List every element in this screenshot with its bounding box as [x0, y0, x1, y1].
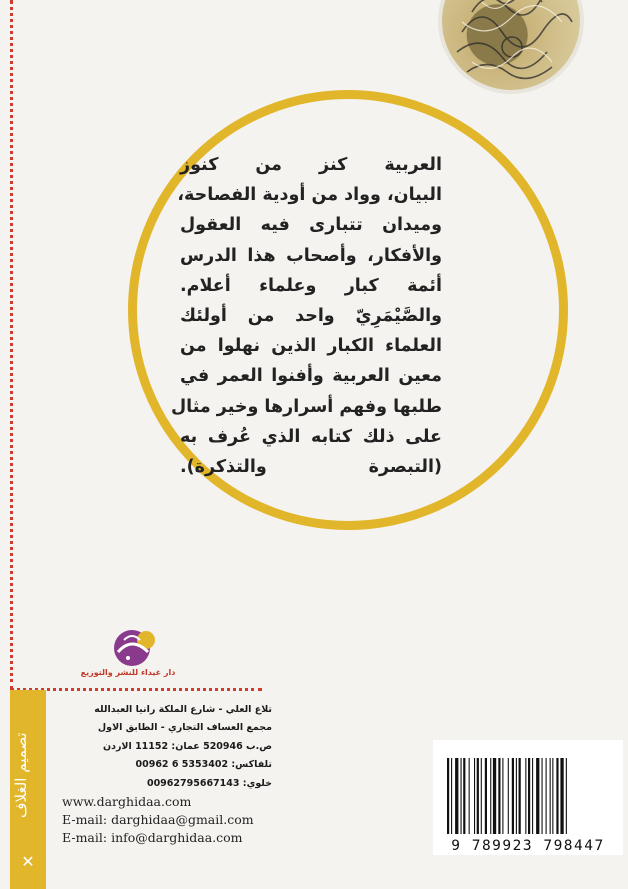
mobile: خلوي: 00962795667143: [146, 777, 272, 789]
blurb-line: وميدان تتبارى فيه العقول: [180, 215, 442, 236]
blurb-line: العربية كنز من كنوز: [180, 155, 442, 175]
publisher-name: دار غيداء للنشر والتوزيع: [80, 668, 176, 677]
blurb-line: (التبصرة والتذكرة).: [180, 457, 442, 478]
fax: تلفاكس: 5353402 6 00962: [135, 759, 272, 771]
blurb-line: على ذلك كتابه الذي عُرف به: [180, 426, 442, 447]
email-link[interactable]: E-mail: info@darghidaa.com: [62, 830, 243, 846]
blurb-line: طلبها وفهم أسرارها وخير مثال: [170, 396, 442, 417]
barcode-bars: [445, 758, 611, 834]
email-link[interactable]: E-mail: darghidaa@gmail.com: [62, 812, 254, 828]
dotted-border-horizontal: [10, 688, 262, 691]
blurb-line: العلماء الكبار الذين نهلوا من: [180, 336, 442, 357]
blurb-line: البيان، وواد من أودية الفصاحة،: [177, 185, 442, 206]
blurb-line: والأفكار، وأصحاب هذا الدرس: [180, 245, 442, 266]
po-box: ص.ب 520946 عمان: 11152 الاردن: [102, 740, 272, 752]
address-line: تلاع العلي - شارع الملكة رانيا العبدالله: [94, 704, 272, 715]
website-link[interactable]: www.darghidaa.com: [62, 794, 192, 810]
blurb-line: معين العربية وأفنوا العمر في: [180, 366, 442, 387]
blurb-line: والصَّيْمَرِيّ واحد من أولئك: [180, 306, 442, 327]
address-line: مجمع العساف التجاري - الطابق الاول: [97, 722, 272, 734]
publisher-contact: [62, 701, 272, 847]
calligraphy-medallion: [438, 0, 584, 94]
blurb-line: أئمة كبار وعلماء أعلام.: [180, 275, 442, 296]
dotted-border-vertical: [10, 0, 13, 690]
isbn-barcode: [433, 740, 623, 855]
isbn-number: 9 789923 798447: [451, 838, 605, 854]
designer-mark-icon: ✕: [21, 852, 35, 871]
back-cover-blurb: [170, 150, 442, 482]
cover-design-label: تصميم الغلاف: [12, 732, 30, 818]
